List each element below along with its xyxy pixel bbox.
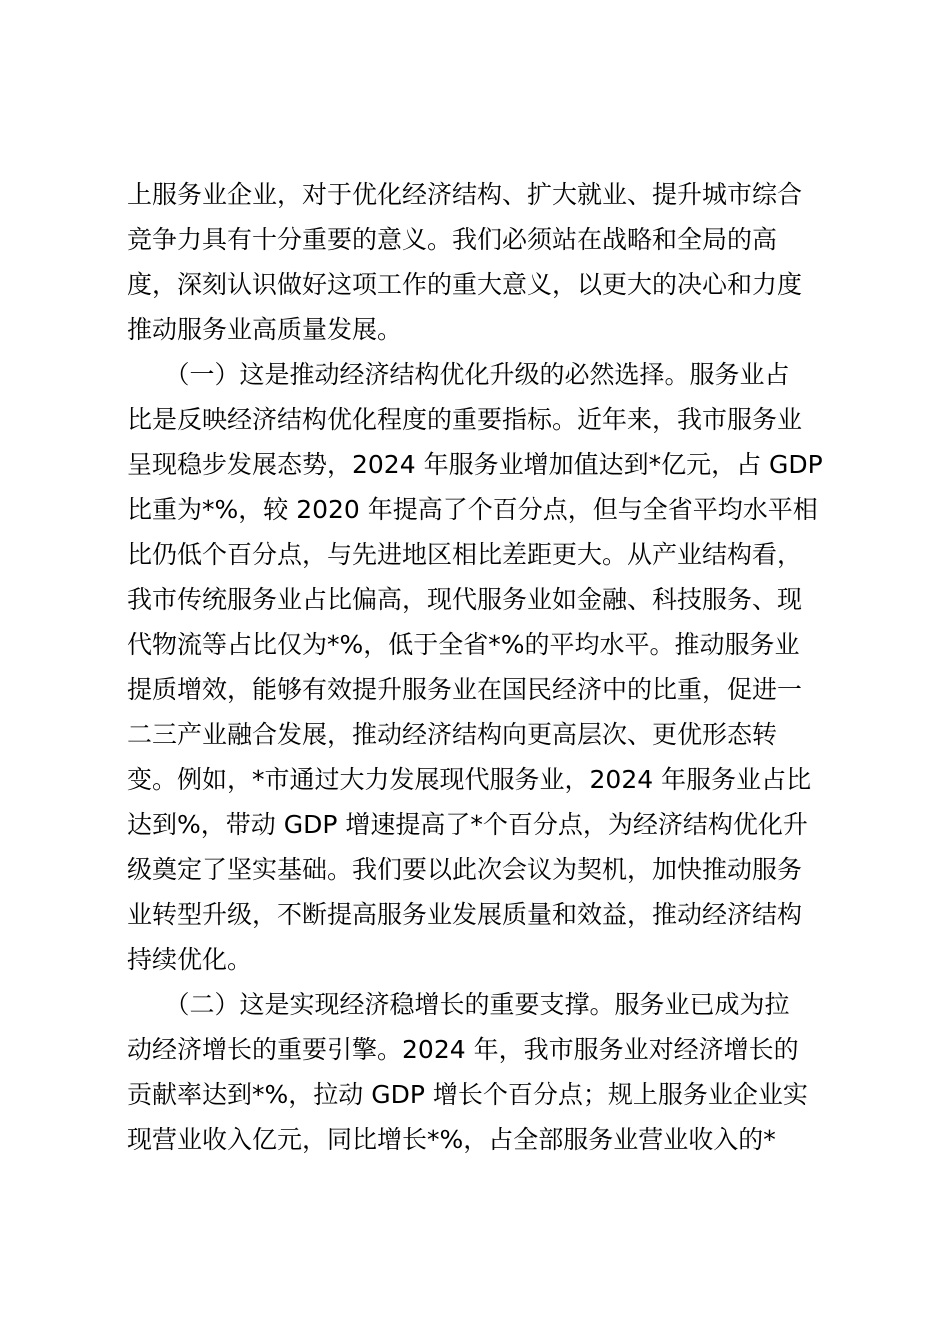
text-line: （一）这是推动经济结构优化升级的必然选择。服务业占 xyxy=(127,360,790,389)
text-line: 比仍低个百分点，与先进地区相比差距更大。从产业结构看， xyxy=(127,540,803,569)
text-line: 竞争力具有十分重要的意义。我们必须站在战略和全局的高 xyxy=(127,225,778,254)
body-text xyxy=(127,172,847,1162)
text-line: 级奠定了坚实基础。我们要以此次会议为契机，加快推动服务 xyxy=(127,855,803,884)
text-line: 比是反映经济结构优化程度的重要指标。近年来，我市服务业 xyxy=(127,405,803,434)
text-line: 推动服务业高质量发展。 xyxy=(127,315,403,344)
text-line: 持续优化。 xyxy=(127,945,253,974)
text-line: 二三产业融合发展，推动经济结构向更高层次、更优形态转 xyxy=(127,720,778,749)
text-line: （二）这是实现经济稳增长的重要支撑。服务业已成为拉 xyxy=(127,990,790,1019)
text-line: 比重为*%，较 2020 年提高了个百分点，但与全省平均水平相 xyxy=(127,495,818,524)
text-line: 度，深刻认识做好这项工作的重大意义，以更大的决心和力度 xyxy=(127,270,803,299)
text-line: 业转型升级，不断提高服务业发展质量和效益，推动经济结构 xyxy=(127,900,803,929)
text-line: 达到%，带动 GDP 增速提高了*个百分点，为经济结构优化升 xyxy=(127,810,808,839)
text-line: 提质增效，能够有效提升服务业在国民经济中的比重，促进一 xyxy=(127,675,803,704)
text-line: 现营业收入亿元，同比增长*%，占全部服务业营业收入的* xyxy=(127,1125,776,1154)
text-line: 贡献率达到*%，拉动 GDP 增长个百分点；规上服务业企业实 xyxy=(127,1080,808,1109)
text-line: 动经济增长的重要引擎。2024 年，我市服务业对经济增长的 xyxy=(127,1035,799,1064)
text-line: 我市传统服务业占比偏高，现代服务业如金融、科技服务、现 xyxy=(127,585,803,614)
text-line: 变。例如，*市通过大力发展现代服务业，2024 年服务业占比 xyxy=(127,765,812,794)
text-line: 上服务业企业，对于优化经济结构、扩大就业、提升城市综合 xyxy=(127,180,803,209)
text-line: 代物流等占比仅为*%，低于全省*%的平均水平。推动服务业 xyxy=(127,630,800,659)
text-line: 呈现稳步发展态势，2024 年服务业增加值达到*亿元，占 GDP xyxy=(127,450,823,479)
